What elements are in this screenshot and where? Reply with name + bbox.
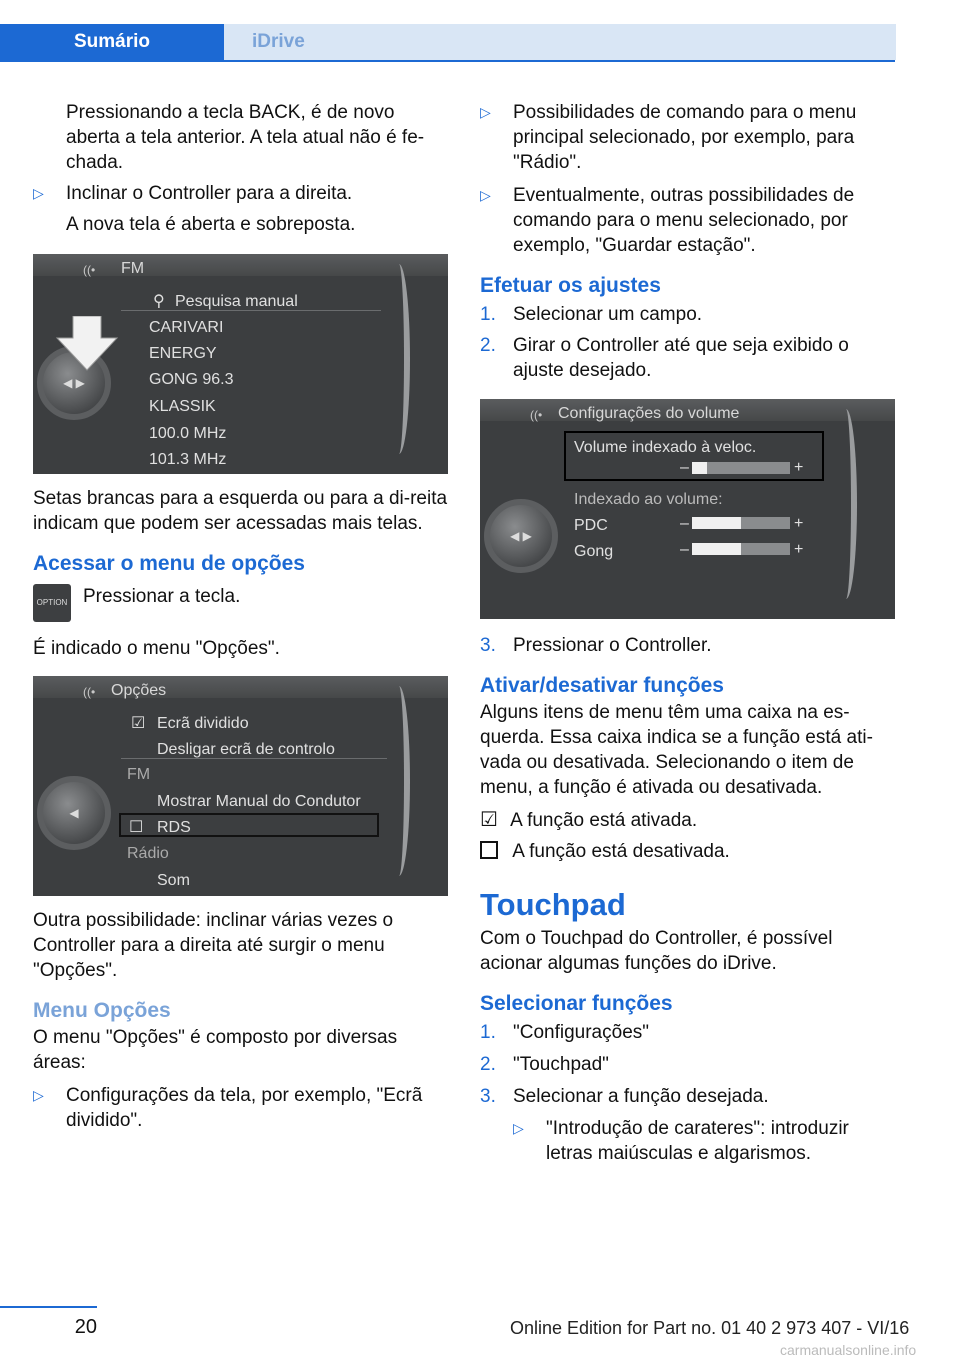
slider-fill: [692, 462, 707, 474]
antenna-icon: ((•: [530, 408, 543, 422]
controller-knob-icon: ◀ ▶: [484, 499, 558, 573]
bullet-text: Configurações da tela, por exemplo, "Ecrã dividido".: [66, 1085, 423, 1131]
menu-item: Som: [157, 872, 190, 889]
menu-item: Volume indexado à veloc.: [574, 439, 757, 456]
select-step-1: [480, 1020, 895, 1045]
down-arrow-icon: [53, 316, 121, 372]
controller-knob-icon: ◀ ▶: [37, 346, 111, 420]
menu-item: KLASSIK: [149, 398, 216, 415]
search-icon: ⚲: [153, 293, 165, 310]
controller-knob-icon: ◀: [37, 776, 111, 850]
screen-title-bar: [33, 676, 448, 698]
tab-idrive[interactable]: iDrive: [224, 24, 896, 60]
plus-icon: +: [794, 541, 804, 558]
checkbox-icon: ☐: [129, 819, 144, 836]
menu-item: Ecrã dividido: [157, 715, 249, 732]
heading-select: Selecionar funções: [480, 992, 673, 1015]
step-number: 1.: [480, 1022, 496, 1043]
menu-item: 101.3 MHz: [149, 451, 227, 468]
bullet-text: Inclinar o Controller para a direita.: [66, 183, 353, 204]
menu-item: ENERGY: [149, 345, 217, 362]
bullet-text: Eventualmente, outras possibilidades de comando para o menu selecionado, por exemplo, "Guardar estação".: [513, 185, 855, 256]
watermark: carmanualsonline.info: [780, 1342, 917, 1358]
minus-icon: –: [680, 515, 689, 532]
menu-item: Gong: [574, 543, 614, 560]
deactivated-row: [480, 839, 895, 864]
bullet-other-options: [480, 183, 895, 258]
paragraph-menu-areas: O menu "Opções" é composto por diversas áreas:: [33, 1027, 398, 1073]
volume-slider: [692, 462, 790, 474]
heading-toggle: Ativar/desativar funções: [480, 674, 724, 697]
bullet-tilt-right: [33, 181, 448, 237]
check-icon: ☑: [131, 715, 146, 732]
paragraph-toggle: Alguns itens de menu têm uma caixa na es-querda. Essa caixa indica se a função está ati-vada ou desativada. Selecionando o item de menu, a função é ativada ou desativada.: [480, 702, 873, 798]
right-column: [480, 100, 895, 1166]
step-text: "Touchpad": [513, 1054, 609, 1075]
divider: [121, 758, 387, 759]
checkbox-icon: [480, 841, 498, 859]
select-step-3: [480, 1084, 895, 1166]
step-number: 2.: [480, 1054, 496, 1075]
plus-icon: +: [794, 515, 804, 532]
plus-icon: +: [794, 459, 804, 476]
fm-screen-image: [33, 254, 448, 474]
option-key-row: [33, 584, 448, 636]
paragraph-tilt-alt: Outra possibilidade: inclinar várias vezes o Controller para a direita até surgir o menu "Opções".: [33, 910, 394, 981]
step-number: 1.: [480, 304, 496, 325]
bullet-text: "Introdução de carateres": introduzir letras maiúsculas e algarismos.: [546, 1118, 849, 1164]
slider-fill: [692, 517, 741, 529]
menu-section: Rádio: [127, 845, 169, 862]
menu-item: CARIVARI: [149, 319, 224, 336]
heading-touchpad: Touchpad: [480, 887, 626, 922]
step-3: [480, 633, 895, 658]
menu-item: PDC: [574, 517, 608, 534]
step-text: Pressionar o Controller.: [513, 635, 712, 656]
paragraph-touchpad: Com o Touchpad do Controller, é possível acionar algumas funções do iDrive.: [480, 928, 833, 974]
option-key-text: Pressionar a tecla.: [83, 586, 241, 607]
bullet-main-menu: [480, 100, 895, 175]
menu-item: Desligar ecrã de controlo: [157, 741, 335, 758]
paragraph-arrows: Setas brancas para a esquerda ou para a di-reita indicam que podem ser acessadas mais telas.: [33, 488, 448, 534]
paragraph-back: Pressionando a tecla BACK, é de novo aberta a tela anterior. A tela atual não é fe-chada.: [66, 102, 425, 173]
paragraph-options-shown: É indicado o menu "Opções".: [33, 638, 280, 659]
triangle-bullet-icon: ▷: [513, 1120, 524, 1136]
menu-item: 100.0 MHz: [149, 425, 227, 442]
activated-row: [480, 808, 895, 833]
triangle-bullet-icon: ▷: [33, 1087, 44, 1103]
triangle-bullet-icon: ▷: [480, 104, 491, 120]
divider: [121, 310, 381, 311]
tab-underline: [0, 60, 895, 62]
step-text: Selecionar a função desejada.: [513, 1086, 769, 1107]
tab-sumario[interactable]: Sumário: [0, 24, 224, 60]
sub-bullet-chars: [513, 1116, 895, 1166]
left-column: [33, 100, 448, 1133]
menu-item: RDS: [157, 819, 191, 836]
screen-arc: [388, 264, 410, 454]
menu-item: GONG 96.3: [149, 371, 234, 388]
antenna-icon: ((•: [83, 263, 96, 277]
pdc-slider: [692, 517, 790, 529]
gong-slider: [692, 543, 790, 555]
deactivated-text: A função está desativada.: [512, 841, 730, 862]
heading-settings: Efetuar os ajustes: [480, 274, 661, 297]
options-screen-image: [33, 676, 448, 896]
menu-item: Mostrar Manual do Condutor: [157, 793, 361, 810]
step-1: [480, 302, 895, 327]
bullet-text: Possibilidades de comando para o menu principal selecionado, por exemplo, para "Rádio".: [513, 102, 857, 173]
step-text: "Configurações": [513, 1022, 650, 1043]
screen-title-bar: [33, 254, 448, 276]
volume-screen-image: [480, 399, 895, 619]
screen-title: Configurações do volume: [558, 405, 740, 422]
bullet-screen-settings: [33, 1083, 448, 1133]
step-number: 3.: [480, 635, 496, 656]
tab-bar: [0, 24, 895, 62]
screen-arc: [835, 409, 857, 599]
heading-options: Acessar o menu de opções: [33, 552, 305, 575]
heading-menu-options: Menu Opções: [33, 999, 171, 1022]
page-number: 20: [74, 1316, 97, 1338]
activated-text: A função está ativada.: [510, 810, 698, 831]
step-number: 3.: [480, 1086, 496, 1107]
triangle-bullet-icon: ▷: [33, 185, 44, 201]
screen-arc: [388, 686, 410, 876]
menu-item: Pesquisa manual: [175, 293, 298, 310]
check-icon: ☑: [480, 809, 498, 831]
bullet-subtext: A nova tela é aberta e sobreposta.: [66, 214, 356, 235]
step-text: Selecionar um campo.: [513, 304, 703, 325]
minus-icon: –: [680, 459, 689, 476]
menu-section: FM: [127, 766, 151, 783]
select-step-2: [480, 1052, 895, 1077]
minus-icon: –: [680, 541, 689, 558]
slider-fill: [692, 543, 741, 555]
option-key-icon: OPTION: [33, 584, 71, 622]
screen-title: Opções: [111, 682, 167, 699]
footer-line: [0, 1306, 97, 1308]
menu-section: Indexado ao volume:: [574, 491, 723, 508]
step-2: [480, 333, 895, 383]
screen-title: FM: [121, 260, 145, 277]
triangle-bullet-icon: ▷: [480, 187, 491, 203]
antenna-icon: ((•: [83, 685, 96, 699]
step-text: Girar o Controller até que seja exibido o ajuste desejado.: [513, 335, 849, 381]
step-number: 2.: [480, 335, 496, 356]
edition-text: Online Edition for Part no. 01 40 2 973 407 - VI/16: [510, 1318, 910, 1338]
